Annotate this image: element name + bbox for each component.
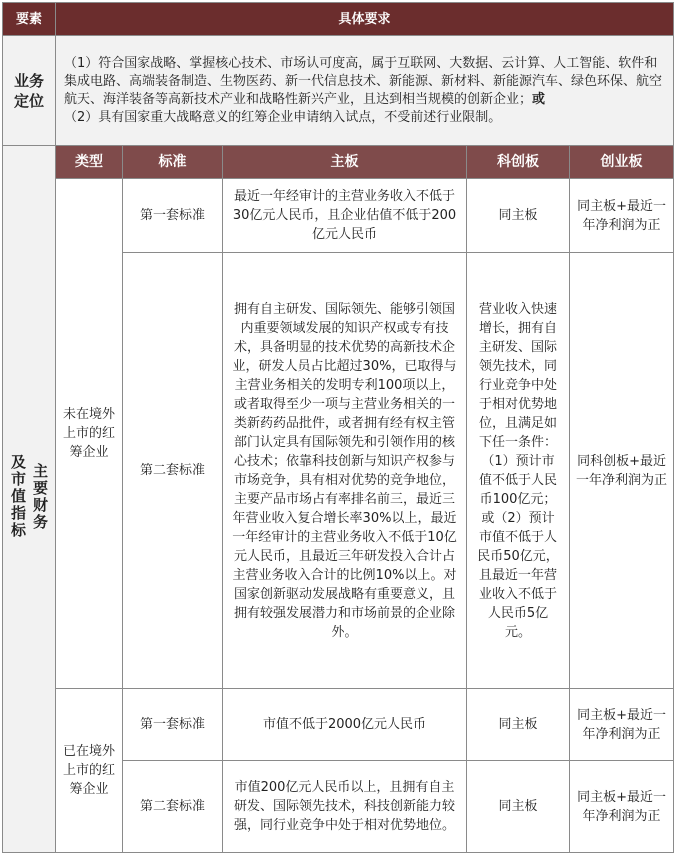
finance-label-vertical	[8, 454, 50, 539]
header-row	[3, 3, 674, 36]
table-row	[3, 689, 674, 761]
business-para1: （1）符合国家战略、掌握核心技术、市场认可度高，属于互联网、大数据、云计算、人工智能、软件和集成电路、高端装备制造、生物医药、新一代信息技术、新能源、新材料、新能源汽车、绿色环保、航空航天、海洋装备等高新技术产业和战略性新兴产业，且达到相当规模的创新企业；	[64, 55, 663, 107]
star-market-cell: 同主板	[467, 761, 570, 853]
header-element: 要素	[3, 3, 56, 36]
finance-label-col-right: 主要财务	[31, 462, 49, 531]
gem-board-cell: 同科创板+最近一年净利润为正	[570, 253, 674, 689]
main-board-cell: 最近一年经审计的主营业务收入不低于30亿元人民币，且企业估值不低于200亿元人民币	[223, 179, 467, 253]
business-label	[3, 36, 56, 146]
standard-cell: 第一套标准	[123, 689, 223, 761]
standard-cell: 第一套标准	[123, 179, 223, 253]
table-row	[3, 179, 674, 253]
col-gem-board: 创业板	[570, 146, 674, 179]
col-main-board: 主板	[223, 146, 467, 179]
main-board-cell: 市值200亿元人民币以上，且拥有自主研发、国际领先技术，科技创新能力较强，同行业竞争中处于相对优势地位。	[223, 761, 467, 853]
col-star-market: 科创板	[467, 146, 570, 179]
standard-cell: 第二套标准	[123, 253, 223, 689]
finance-label	[3, 146, 56, 853]
standard-cell: 第二套标准	[123, 761, 223, 853]
col-type: 类型	[56, 146, 123, 179]
gem-board-cell: 同主板+最近一年净利润为正	[570, 179, 674, 253]
requirements-table	[2, 2, 674, 853]
header-requirements: 具体要求	[56, 3, 674, 36]
business-description	[56, 36, 674, 146]
group-type-listed: 已在境外上市的红筹企业	[56, 689, 123, 853]
main-board-cell: 拥有自主研发、国际领先、能够引领国内重要领域发展的知识产权或专有技术，具备明显的技术优势的高新技术企业，研发人员占比超过30%，已取得与主营业务相关的发明专利100项以上，或者取得至少一项与主营业务相关的一类新药药品批件，或者拥有经有权主管部门认定具有国际领先和引领作用的核心技术；依靠科技创新与知识产权参与市场竞争，具有相对优势的竞争地位，主要产品市场占有率排名前三，最近三年营业收入复合增长率30%以上，最近一年经审计的主营业务收入不低于10亿元人民币，且最近三年研发投入合计占主营业务收入合计的比例10%以上。对国家创新驱动发展战略有重要意义，且拥有较强发展潜力和市场前景的企业除外。	[223, 253, 467, 689]
business-label-text: 业务定位	[13, 71, 44, 110]
main-board-cell: 市值不低于2000亿元人民币	[223, 689, 467, 761]
columns-row	[3, 146, 674, 179]
business-or: 或	[532, 91, 546, 107]
business-para2: （2）具有国家重大战略意义的红筹企业申请纳入试点，不受前述行业限制。	[64, 109, 502, 125]
star-market-cell: 营业收入快速增长，拥有自主研发、国际领先技术，同行业竞争中处于相对优势地位，且满足如下任一条件：（1）预计市值不低于人民币100亿元；或（2）预计市值不低于人民币50亿元，且最近一年营业收入不低于人民币5亿元。	[467, 253, 570, 689]
business-row	[3, 36, 674, 146]
star-market-cell: 同主板	[467, 179, 570, 253]
business-para1-line	[64, 55, 665, 109]
finance-label-col-left: 及市值指标	[9, 454, 27, 539]
col-standard: 标准	[123, 146, 223, 179]
gem-board-cell: 同主板+最近一年净利润为正	[570, 689, 674, 761]
gem-board-cell: 同主板+最近一年净利润为正	[570, 761, 674, 853]
group-type-unlisted: 未在境外上市的红筹企业	[56, 179, 123, 689]
star-market-cell: 同主板	[467, 689, 570, 761]
